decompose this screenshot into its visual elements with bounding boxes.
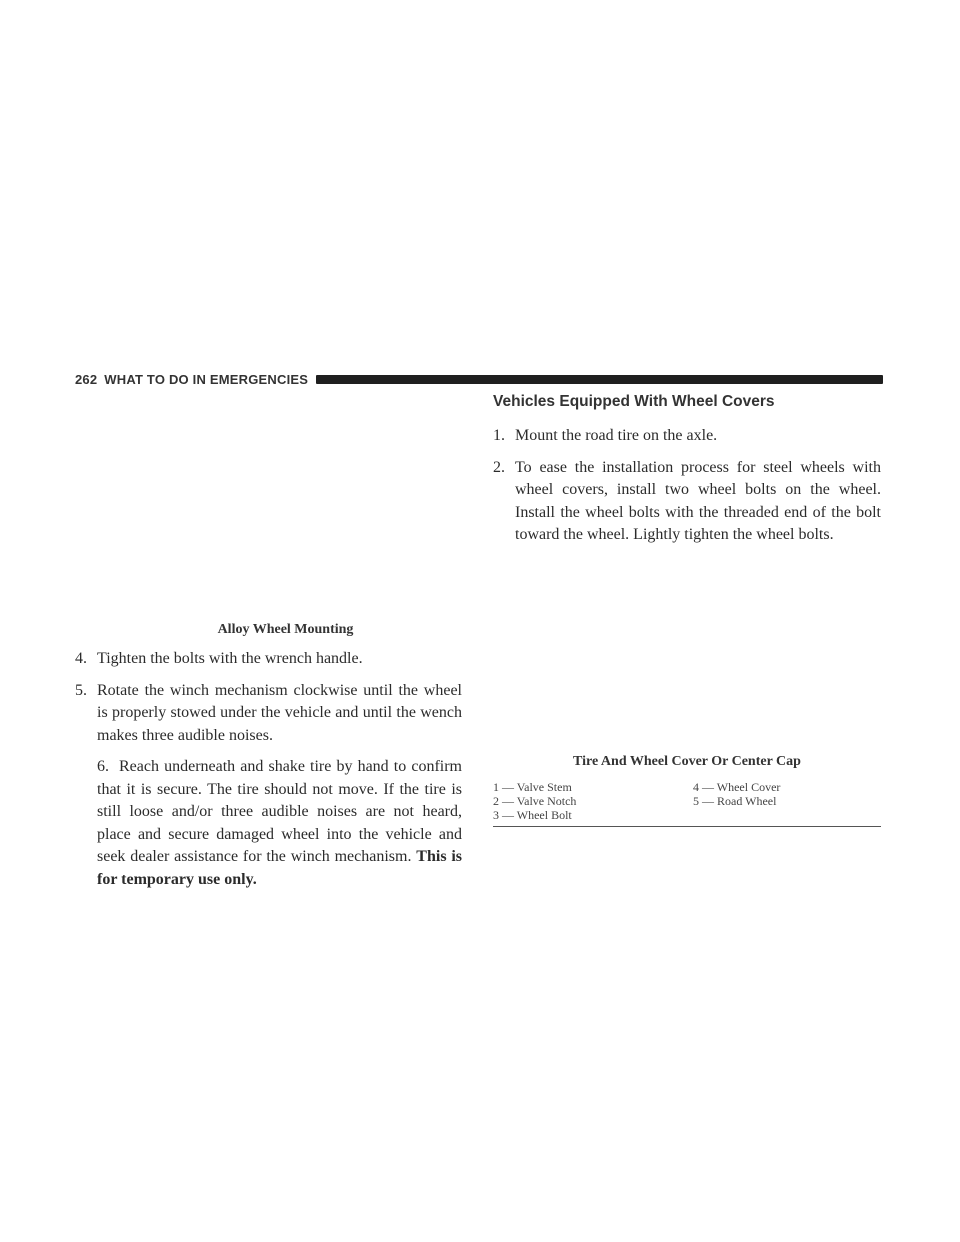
header-rule <box>316 375 883 384</box>
legend-item: 3 — Wheel Bolt <box>493 807 572 822</box>
list-item <box>75 756 462 891</box>
page-header <box>75 370 883 388</box>
step-text: Reach underneath and shake tire by hand to confirm that it is secure. The tire should not move. If the tire is still loose and/or three audible noises are not heard, place and secure damaged wheel into the vehicle and seek dealer assistance for the winch mechanism. <box>97 758 462 865</box>
list-item <box>493 425 881 448</box>
figure-area <box>493 556 881 752</box>
legend-item: 1 — Valve Stem <box>493 779 572 794</box>
right-column <box>493 391 881 827</box>
left-column <box>75 620 462 900</box>
step-text: Tighten the bolts with the wrench handle. <box>97 650 363 667</box>
page-number: 262 <box>75 371 98 387</box>
list-item <box>75 680 462 748</box>
step-body <box>75 758 462 865</box>
step-bold-note: This is for temporary use only. <box>97 848 463 888</box>
step-number: 4. <box>75 650 87 667</box>
legend-item: 4 — Wheel Cover <box>693 779 781 794</box>
step-text: Rotate the winch mechanism clockwise until the wheel is properly stowed under the vehicle and until the wench makes three audible noises. <box>97 681 462 744</box>
step-number: 1. <box>493 427 505 444</box>
figure-legend <box>493 780 881 827</box>
section-heading: Vehicles Equipped With Wheel Covers <box>493 393 775 410</box>
list-item <box>75 648 462 671</box>
step-text: To ease the installation process for steel wheels with wheel covers, install two wheel bolts on the wheel. Install the wheel bolts with the threaded end of the bolt toward the wheel. Lightly tighten the wheel bolts. <box>515 458 881 543</box>
section-title: WHAT TO DO IN EMERGENCIES <box>104 371 309 387</box>
list-item <box>493 457 881 547</box>
figure-caption-wheel-cover: Tire And Wheel Cover Or Center Cap <box>573 753 801 769</box>
step-number: 6. <box>97 758 109 775</box>
step-number: 2. <box>493 458 505 476</box>
figure-caption-alloy: Alloy Wheel Mounting <box>217 622 354 637</box>
step-text: Mount the road tire on the axle. <box>515 427 718 444</box>
legend-item: 5 — Road Wheel <box>693 793 777 808</box>
step-number: 5. <box>75 681 87 699</box>
legend-item: 2 — Valve Notch <box>493 793 577 808</box>
